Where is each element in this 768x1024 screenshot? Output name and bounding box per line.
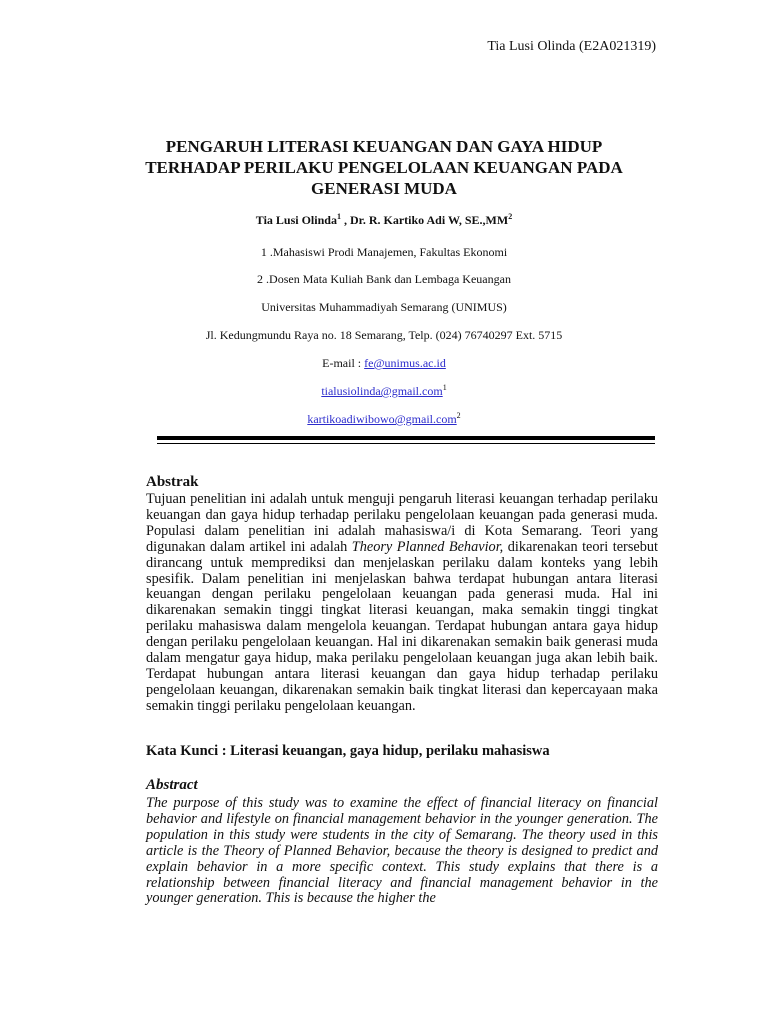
abstrak-italic-term: Theory Planned Behavior, <box>351 538 504 555</box>
header-rule-thick <box>157 436 655 440</box>
email-link-author-2[interactable]: kartikoadiwibowo@gmail.com <box>307 412 457 426</box>
email-line <box>0 356 768 371</box>
author-1-sup: 1 <box>336 212 341 221</box>
running-head: Tia Lusi Olinda (E2A021319) <box>487 39 656 54</box>
affiliation-2: 2 .Dosen Mata Kuliah Bank dan Lembaga Keuangan <box>257 272 511 286</box>
author-2-sup: 2 <box>508 212 513 221</box>
paper-title <box>130 136 638 199</box>
email-link-main[interactable]: fe@unimus.ac.id <box>364 356 446 370</box>
email-line-author-2 <box>0 411 768 427</box>
abstract-body: The purpose of this study was to examine the effect of financial literacy on financial behavior and lifestyle on financial management behavior in the younger generation. The population in this study were students in the city of Semarang. The theory used in this article is the Theory of Planned Behavior, because the theory is designed to predict and explain behavior in a more specific context. This study explains that there is a relationship between financial literacy and financial management behavior in the younger generation. This is because the higher the <box>146 795 658 907</box>
abstrak-body <box>146 492 658 715</box>
email-author-2-sup: 2 <box>456 411 461 420</box>
email-line-author-1 <box>0 383 768 399</box>
affiliation-1: 1 .Mahasiswi Prodi Manajemen, Fakultas Ekonomi <box>260 245 508 259</box>
author-2: Dr. R. Kartiko Adi W, SE.,MM <box>349 213 509 227</box>
header-rule-thin <box>157 443 655 444</box>
abstrak-text-part-2: dikarenakan teori tersebut dirancang untuk memprediksi dan menjelaskan perilaku dalam konteks yang lebih spesifik. Dalam penelitian ini menjelaskan bahwa terdapat hubungan antara literasi keuangan dengan perilaku pengelolaan keuangan pada generasi muda. Hal ini dikarenakan semakin tinggi tingkat literasi keuangan, maka semakin tinggi tingkat perilaku mahasiswa dalam mengelola keuangan. Terdapat hubungan antara gaya hidup dengan perilaku pengelolaan keuangan. Hal ini dikarenakan semakin baik generasi muda dalam mengatur gaya hidup, maka perilaku pengelolaan keuangan juga akan lebih baik. Terdapat hubungan antara literasi keuangan dan gaya hidup terhadap perilaku pengelolaan keuangan, dikarenakan semakin baik tingkat literasi dan kepercayaan maka semakin tinggi perilaku pengelolaan keuangan. <box>146 538 658 714</box>
abstract-heading: Abstract <box>146 777 198 793</box>
title-line-3: GENERASI MUDA <box>311 179 457 198</box>
title-line-2: TERHADAP PERILAKU PENGELOLAAN KEUANGAN PADA <box>145 158 623 177</box>
abstrak-text-part-1: Tujuan penelitian ini adalah untuk menguji pengaruh literasi keuangan terhadap perilaku keuangan dan gaya hidup terhadap perilaku pengelolaan keuangan pada generasi muda. Populasi dalam penelitian ini adalah mahasiswa/i di Kota Semarang. Teori yang digunakan dalam artikel ini adalah <box>146 491 658 555</box>
email-link-author-1[interactable]: tialusiolinda@gmail.com <box>321 384 443 398</box>
email-label: E-mail : <box>322 356 365 370</box>
email-author-1-sup: 1 <box>442 383 447 392</box>
address: Jl. Kedungmundu Raya no. 18 Semarang, Telp. (024) 76740297 Ext. 5715 <box>205 328 563 342</box>
keywords: Kata Kunci : Literasi keuangan, gaya hidup, perilaku mahasiswa <box>146 743 550 759</box>
author-1: Tia Lusi Olinda <box>255 213 337 227</box>
abstrak-heading: Abstrak <box>146 474 199 490</box>
institution: Universitas Muhammadiyah Semarang (UNIMUS) <box>261 300 507 314</box>
author-line <box>0 212 768 228</box>
title-line-1: PENGARUH LITERASI KEUANGAN DAN GAYA HIDUP <box>165 137 603 156</box>
author-separator: , <box>340 213 350 227</box>
